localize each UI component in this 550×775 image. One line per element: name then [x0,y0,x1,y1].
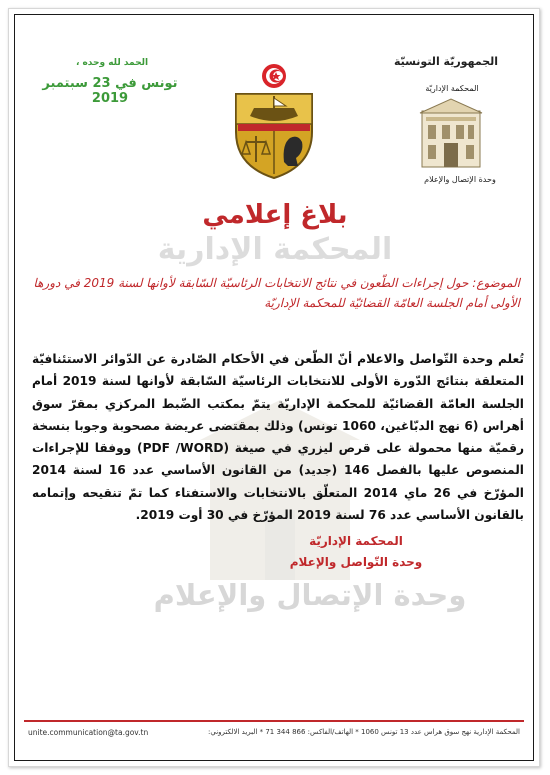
praise-line: الحمد لله وحده ، [75,58,149,68]
page-title: بلاغ إعلامي [202,200,348,230]
footer-address: المحكمة الإدارية نهج سوق هراس عدد 13 تونس 1060 * الهاتف/الفاكس: 866 344 71 * البريد الالكتروني: [208,728,520,736]
date-line: تونس في 23 سبتمبر 2019 [42,76,178,106]
subject-line: الموضوع: حول إجراءات الطّعون في نتائج الانتخابات الرئاسيّة السّابقة لأوانها لسنة 2019 في دورها الأولى أمام الجلسة العامّة القضائيّة للمحكمة الإداريّة [33,276,520,310]
tunisia-coat-of-arms-icon [224,62,324,182]
court-watermark: المحكمة الإدارية [157,232,393,267]
announcement-body: تُعلم وحدة التّواصل والاعلام أنّ الطّعن في الأحكام الصّادرة عن الدّوائر الاستئنافيّة المتعلقة بنتائج الدّورة الأولى للانتخابات الرئاسيّة السّابقة لأوانها لسنة 2019 أمام الجلسة العامّة القضائيّة للمحكمة الإداريّة يتمّ بمكتب الضّبط المركزي بمقرّ سوق أهراس (6 نهج الدبّاغين، 1060 تونس) وذلك بمقتضى عريضة مصحوبة وجوبا بنسخة رقميّة منها محمولة على قرص ليزري في صيغة (PDF /WORD) ووفقا للإجراءات المنصوص عليها بالفصل 146 (جديد) من القانون الأساسي عدد 16 لسنة 2014 المؤرّخ في 26 ماي 2014 المتعلّق بالانتخابات والاستفتاء كما تمّ تنقيحه وإتمامه بالقانون الأساسي عدد 76 لسنة 2019 المؤرّخ في 30 أوت 2019. [32,352,525,523]
signature-court: المحكمة الإداريّة [309,534,403,548]
republic-name: الجمهوريّة التونسيّة [393,55,499,68]
signature-unit: وحدة التّواصل والإعلام [289,555,423,569]
unit-name: وحدة الإتصال والإعلام [424,175,496,184]
unit-watermark: وحدة الإتصال والإعلام [153,578,467,612]
footer-divider [24,720,524,722]
court-name: المحكمة الإداريّة [425,84,479,93]
footer-email-link[interactable]: unite.communication@ta.gov.tn [28,728,149,737]
court-building-icon [418,97,484,169]
